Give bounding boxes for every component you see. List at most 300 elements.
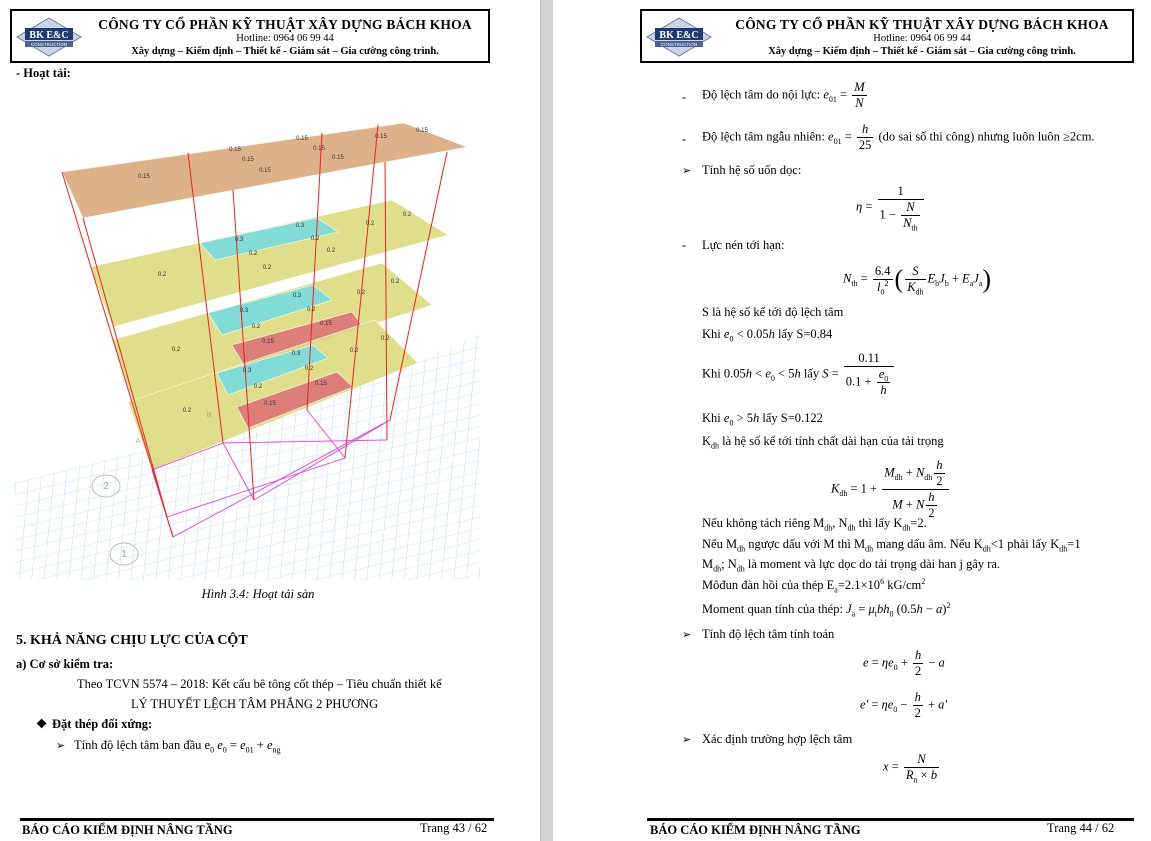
math-variable: J	[973, 271, 979, 286]
numerator	[877, 367, 891, 383]
subscript: dh	[982, 544, 991, 554]
structure-3d-figure	[0, 100, 490, 580]
critical-force-formula	[843, 264, 991, 295]
numerator	[882, 458, 948, 490]
load-value-label: 0.15	[229, 147, 241, 153]
math-fragment: −	[922, 602, 937, 616]
math-variable: N	[903, 216, 912, 230]
steel-modulus	[702, 577, 925, 593]
load-value-label: 0.15	[320, 321, 332, 327]
math-variable: M	[892, 497, 903, 512]
services: Xây dựng – Kiểm định – Thiết kế - Giám sát – Gia cường công trình.	[131, 46, 439, 57]
math-variable: e	[266, 738, 273, 752]
live-load-heading: - Hoạt tải:	[16, 66, 71, 80]
page-number: Trang 44 / 62	[1047, 821, 1115, 835]
math-fragment: > 5	[733, 411, 753, 425]
company-logo	[16, 17, 82, 57]
math-fragment: =	[868, 697, 882, 712]
denominator	[934, 474, 944, 489]
subscript: 0	[880, 287, 885, 297]
s-case-3	[702, 410, 823, 426]
eta-formula	[856, 184, 926, 231]
math-variable: bh	[877, 602, 890, 616]
fraction	[901, 200, 920, 231]
dash-bullet: -	[682, 238, 687, 252]
subscript: dh	[1059, 544, 1068, 554]
subscript: 0	[889, 609, 894, 619]
math-variable: N	[915, 497, 925, 512]
math-variable: K	[831, 481, 840, 496]
load-value-label: 0.2	[349, 348, 359, 354]
denominator	[913, 664, 923, 679]
subscript: dh	[711, 441, 720, 451]
numerator	[878, 184, 924, 200]
internal-eccentricity-line	[702, 80, 869, 111]
math-fragment: 2	[914, 664, 922, 678]
math-fragment: <1 phải lấy K	[990, 537, 1060, 551]
logo-text: BK E&C	[29, 30, 69, 41]
grid-axis-label: 1	[121, 549, 127, 560]
superscript: 2	[946, 600, 951, 610]
company-name: CÔNG TY CỔ PHẦN KỸ THUẬT XÂY DỰNG BÁCH KHOA	[735, 17, 1109, 32]
math-fragment: 1	[897, 184, 904, 198]
math-variable: ηe	[881, 655, 894, 670]
math-fragment: mang dấu âm. Nếu K	[873, 537, 983, 551]
denominator	[852, 96, 866, 111]
fraction	[857, 122, 874, 153]
subscript: 01	[245, 745, 254, 755]
denominator	[877, 383, 891, 398]
load-value-label: 0.15	[138, 174, 150, 180]
load-value-label: 0.15	[242, 157, 254, 163]
section-title: 5. KHẢ NĂNG CHỊU LỰC CỦA CỘT	[16, 633, 248, 648]
denominator	[878, 200, 924, 231]
denominator	[904, 768, 939, 783]
hotline: Hotline: 0964 06 99 44	[873, 33, 971, 44]
numerator	[873, 264, 893, 280]
subscript: dh	[736, 564, 745, 574]
math-fragment: <	[752, 366, 766, 381]
logo-subtext: CONSTRUCTION	[660, 42, 698, 47]
superscript: 6	[880, 576, 885, 586]
denominator	[913, 706, 923, 721]
subscript: dh	[902, 523, 911, 533]
math-variable: a	[936, 602, 943, 616]
figure-caption: Hình 3.4: Hoạt tải sàn	[201, 587, 315, 601]
subscript: 0	[729, 334, 734, 344]
denominator	[844, 367, 895, 398]
subscript: dh	[847, 523, 856, 533]
s-case-2	[702, 351, 896, 398]
math-variable: h	[753, 411, 760, 425]
kdh-formula	[831, 458, 951, 521]
math-variable: b	[930, 768, 938, 782]
load-value-label: 0.2	[304, 366, 314, 372]
subscript: 0	[770, 373, 775, 383]
math-fragment: = 1 +	[847, 481, 881, 496]
math-fragment: Khi 0.05	[702, 366, 746, 381]
math-fragment: =2.1×10	[837, 578, 881, 592]
load-value-label: 0.2	[356, 290, 366, 296]
math-fragment: =2.	[910, 516, 927, 530]
math-variable: h	[862, 122, 869, 136]
load-value-label: 0.2	[182, 408, 192, 414]
math-variable: e	[823, 87, 829, 102]
math-variable: e	[863, 655, 869, 670]
fraction	[913, 648, 923, 679]
numerator	[913, 690, 923, 706]
math-fragment: =	[888, 759, 902, 774]
load-value-label: 0.15	[262, 339, 274, 345]
math-fragment: Moment quan tính của thép:	[702, 602, 847, 616]
load-value-label: 0.2	[157, 272, 167, 278]
math-variable: J	[939, 271, 945, 286]
math-variable: μ	[868, 602, 875, 616]
math-variable: η	[856, 199, 863, 214]
load-value-label: 0.2	[310, 236, 320, 242]
company-logo	[646, 17, 712, 57]
fraction	[934, 458, 944, 489]
math-fragment: =	[836, 87, 851, 102]
note-3	[702, 556, 1000, 572]
math-variable: ηe	[881, 697, 894, 712]
note-1	[702, 515, 927, 531]
load-value-label: 0.3	[292, 293, 302, 299]
subscript: b	[944, 278, 949, 288]
math-fragment: 0.1 +	[845, 374, 875, 389]
subscript: th	[911, 223, 918, 233]
math-variable: S	[912, 264, 919, 278]
load-value-label: 0.15	[416, 128, 428, 134]
subscript: dh	[824, 523, 833, 533]
load-value-label: 0.15	[259, 168, 271, 174]
superscript: 2	[921, 576, 926, 586]
math-fragment: Độ lệch tâm do nội lực:	[702, 87, 824, 102]
math-variable: h	[916, 602, 923, 616]
math-fragment: +	[253, 738, 267, 752]
load-value-label: 0.2	[251, 324, 261, 330]
subscript: 0	[893, 662, 898, 672]
math-variable: h	[880, 383, 887, 397]
grid-axis-label: 2	[103, 481, 109, 492]
math-variable: h	[936, 458, 943, 472]
subscript: 0	[222, 745, 227, 755]
load-value-label: 0.2	[326, 248, 336, 254]
x-formula	[883, 752, 941, 783]
standard-reference: Theo TCVN 5574 – 2018: Kết cấu bê tông cốt thép – Tiêu chuẩn thiết kế	[77, 677, 442, 691]
load-value-label: 0.15	[264, 401, 276, 407]
e-formula	[863, 648, 945, 679]
parenthesis: )	[982, 264, 992, 294]
subscript: dh	[839, 488, 848, 498]
math-variable: e	[765, 366, 771, 381]
load-value-label: 0.3	[291, 351, 301, 357]
subscript: 0	[884, 374, 889, 384]
subscript: 0	[729, 418, 734, 428]
numerator	[901, 200, 920, 216]
math-variable: e	[723, 327, 730, 341]
math-fragment: 25	[858, 138, 872, 152]
math-variable: K	[907, 280, 916, 294]
math-fragment: 2	[936, 474, 943, 488]
math-fragment: Nếu không tách riêng M	[702, 516, 825, 530]
denominator	[857, 138, 874, 153]
math-fragment: =	[868, 655, 882, 670]
fraction	[904, 752, 939, 783]
subscript: dh	[924, 472, 933, 482]
subscript: a	[978, 278, 983, 288]
fraction	[878, 184, 924, 231]
math-fragment: Tính độ lệch tâm ban đầu e	[74, 738, 211, 752]
math-fragment: < 0.05	[733, 327, 769, 341]
e-prime-formula	[860, 690, 947, 721]
subsection-title: a) Cơ sở kiểm tra:	[16, 657, 114, 671]
math-variable: N	[915, 465, 925, 480]
load-value-label: 0.15	[296, 136, 308, 142]
subscript: dh	[894, 472, 903, 482]
math-fragment: 0.11	[858, 351, 880, 365]
load-value-label: 0.15	[313, 146, 325, 152]
arrow-bullet-icon: ➢	[56, 740, 66, 752]
symmetric-steel-title: Đặt thép đối xứng:	[52, 717, 153, 731]
dash-bullet: -	[682, 90, 687, 104]
design-eccentricity-title: Tính độ lệch tâm tính toán	[702, 627, 835, 641]
logo-text: BK E&C	[659, 30, 699, 41]
math-variable: e	[723, 411, 730, 425]
math-variable: h	[914, 690, 921, 704]
math-fragment: M	[702, 557, 714, 571]
denominator	[873, 280, 893, 295]
math-variable: N	[917, 752, 926, 766]
page-header	[10, 9, 490, 63]
math-variable: N	[855, 96, 864, 110]
bullet-diamond-icon: ❖	[36, 717, 48, 731]
math-fragment: ×	[917, 768, 931, 782]
footer-title: BÁO CÁO KIỂM ĐỊNH NÂNG TẦNG	[650, 823, 861, 837]
fraction	[877, 367, 891, 398]
arrow-bullet-icon: ➢	[682, 165, 692, 177]
math-fragment: +	[924, 697, 939, 712]
math-variable: h	[768, 327, 775, 341]
math-variable: a	[938, 655, 945, 670]
subscript: 01	[828, 94, 837, 104]
dash-bullet: -	[682, 132, 687, 146]
math-fragment: lấy S=0.84	[774, 327, 833, 341]
fraction	[873, 264, 893, 295]
math-variable: e	[217, 738, 223, 752]
load-value-label: 0.2	[306, 307, 316, 313]
math-fragment: 1 −	[879, 207, 900, 222]
arrow-bullet-icon: ➢	[682, 629, 692, 641]
services: Xây dựng – Kiểm định – Thiết kế - Giám sát – Gia cường công trình.	[768, 46, 1076, 57]
math-variable: R	[905, 768, 914, 782]
math-fragment: là hệ số kể tới tính chất dài hạn của tải trọng	[719, 434, 944, 448]
math-variable: e'	[860, 697, 869, 712]
math-fragment: +	[902, 497, 916, 512]
denominator	[926, 506, 936, 521]
load-value-label: 0.2	[253, 384, 263, 390]
math-fragment: +	[897, 655, 911, 670]
math-variable: E	[927, 271, 936, 286]
denominator	[905, 280, 925, 295]
subscript: dh	[915, 287, 924, 297]
load-value-label: 0.3	[234, 237, 244, 243]
math-variable: e	[828, 129, 834, 144]
fraction	[926, 490, 936, 521]
math-fragment: ngược dấu với M thì M	[745, 537, 866, 551]
math-fragment: =	[841, 129, 855, 144]
numerator	[934, 458, 944, 474]
company-name: CÔNG TY CỔ PHẦN KỸ THUẬT XÂY DỰNG BÁCH KHOA	[98, 17, 472, 32]
fraction	[852, 80, 866, 111]
math-variable: x	[883, 759, 889, 774]
subscript: 0	[210, 745, 215, 755]
math-fragment: Khi	[702, 327, 724, 341]
subscript: t	[874, 609, 878, 619]
superscript: 2	[884, 278, 889, 288]
math-variable: l	[876, 280, 881, 294]
math-variable: a'	[938, 697, 948, 712]
eccentricity-case-title: Xác định trường hợp lệch tâm	[702, 732, 853, 746]
math-fragment: 6.4	[874, 264, 891, 278]
grid-axis-label: B	[206, 412, 212, 419]
math-fragment: lấy S=0.122	[759, 411, 823, 425]
load-value-label: 0.3	[239, 308, 249, 314]
hotline: Hotline: 0964 06 99 44	[236, 33, 334, 44]
math-variable: N	[906, 200, 915, 214]
math-fragment: ; N	[721, 557, 737, 571]
math-variable: N	[843, 271, 852, 286]
fraction	[882, 458, 948, 521]
math-fragment: −	[925, 655, 939, 670]
load-value-label: 0.2	[365, 221, 375, 227]
load-value-label: 0.2	[402, 212, 412, 218]
subscript: dh	[713, 564, 722, 574]
subscript: dh	[865, 544, 874, 554]
math-fragment: 2	[914, 706, 921, 720]
math-fragment: =	[828, 366, 842, 381]
page-gutter	[540, 0, 553, 841]
math-fragment: +	[902, 465, 916, 480]
math-variable: h	[928, 490, 935, 504]
load-value-label: 0.3	[295, 223, 305, 229]
math-fragment: =	[862, 199, 876, 214]
math-fragment: < 5	[774, 366, 795, 381]
math-fragment: Khi	[702, 411, 724, 425]
math-fragment: (do sai số thi công) nhưng luôn luôn ≥2cm.	[875, 129, 1095, 144]
grid-axis-label: A	[135, 438, 141, 445]
page-number: Trang 43 / 62	[420, 821, 488, 835]
page-header	[640, 9, 1134, 63]
subscript: a	[834, 585, 838, 595]
fraction	[844, 351, 895, 398]
math-fragment: +	[948, 271, 963, 286]
subscript: b	[935, 278, 940, 288]
subscript: a	[851, 609, 856, 619]
s-definition: S là hệ số kể tới độ lệch tâm	[702, 305, 844, 319]
parenthesis: (	[894, 264, 904, 294]
footer-title: BÁO CÁO KIỂM ĐỊNH NÂNG TẦNG	[22, 823, 233, 837]
logo-subtext: CONSTRUCTION	[30, 42, 68, 47]
load-value-label: 0.2	[390, 279, 400, 285]
load-value-label: 0.15	[375, 134, 387, 140]
theory-title: LÝ THUYẾT LỆCH TÂM PHẲNG 2 PHƯƠNG	[131, 697, 379, 711]
critical-force-title: Lực nén tới hạn:	[702, 238, 785, 252]
numerator	[857, 122, 874, 138]
math-fragment: 2	[928, 506, 935, 520]
math-variable: h	[745, 366, 752, 381]
subscript: dh	[737, 544, 746, 554]
math-fragment: Độ lệch tâm ngẫu nhiên:	[702, 129, 829, 144]
kdh-definition	[702, 433, 944, 449]
numerator	[913, 648, 923, 664]
math-fragment: (0.5	[893, 602, 917, 616]
s-case-1	[702, 326, 832, 342]
math-fragment: K	[702, 434, 712, 448]
buckling-coefficient-title: Tính hệ số uốn dọc:	[702, 163, 802, 177]
subscript: n	[913, 775, 918, 785]
math-fragment: Môđun đàn hồi của thép E	[702, 578, 835, 592]
math-fragment: Nếu M	[702, 537, 738, 551]
math-fragment: , N	[832, 516, 848, 530]
page-43	[0, 0, 540, 841]
math-variable: h	[794, 366, 801, 381]
math-fragment: thì lấy K	[855, 516, 903, 530]
math-variable: h	[914, 648, 922, 662]
random-eccentricity-line	[702, 122, 1095, 153]
math-fragment: là moment và lực dọc do tải trọng dài han j gây ra.	[744, 557, 1001, 571]
math-fragment: kG/cm	[884, 578, 922, 592]
steel-inertia	[702, 601, 950, 617]
math-variable: J	[846, 602, 852, 616]
arrow-bullet-icon: ➢	[682, 734, 692, 746]
math-fragment: =1	[1067, 537, 1081, 551]
load-value-label: 0.2	[380, 336, 390, 342]
load-value-label: 0.2	[248, 251, 258, 257]
math-variable: e	[878, 367, 885, 381]
math-fragment: =	[857, 271, 871, 286]
math-variable: E	[962, 271, 970, 286]
subscript: 0	[893, 704, 898, 714]
numerator	[852, 80, 866, 96]
numerator	[904, 752, 939, 768]
page-44	[553, 0, 1151, 841]
load-value-label: 0.3	[242, 368, 252, 374]
fraction	[913, 690, 923, 721]
math-fragment: lấy	[800, 366, 823, 381]
load-value-label: 0.15	[315, 381, 327, 387]
math-variable: M	[884, 465, 895, 480]
math-variable: S	[822, 366, 829, 381]
initial-eccentricity-line	[74, 737, 281, 753]
numerator	[926, 490, 936, 506]
math-variable: e	[240, 738, 246, 752]
load-value-label: 0.2	[262, 265, 272, 271]
subscript: ng	[272, 745, 281, 755]
fraction	[905, 264, 925, 295]
math-fragment: −	[897, 697, 911, 712]
subscript: 01	[833, 136, 842, 146]
numerator	[844, 351, 895, 367]
subscript: th	[851, 278, 858, 288]
note-2	[702, 536, 1081, 552]
load-value-label: 0.15	[332, 155, 344, 161]
load-value-label: 0.2	[171, 347, 181, 353]
denominator	[901, 216, 920, 231]
math-fragment: =	[226, 738, 241, 752]
subscript: a	[969, 278, 974, 288]
math-variable: M	[854, 80, 865, 94]
